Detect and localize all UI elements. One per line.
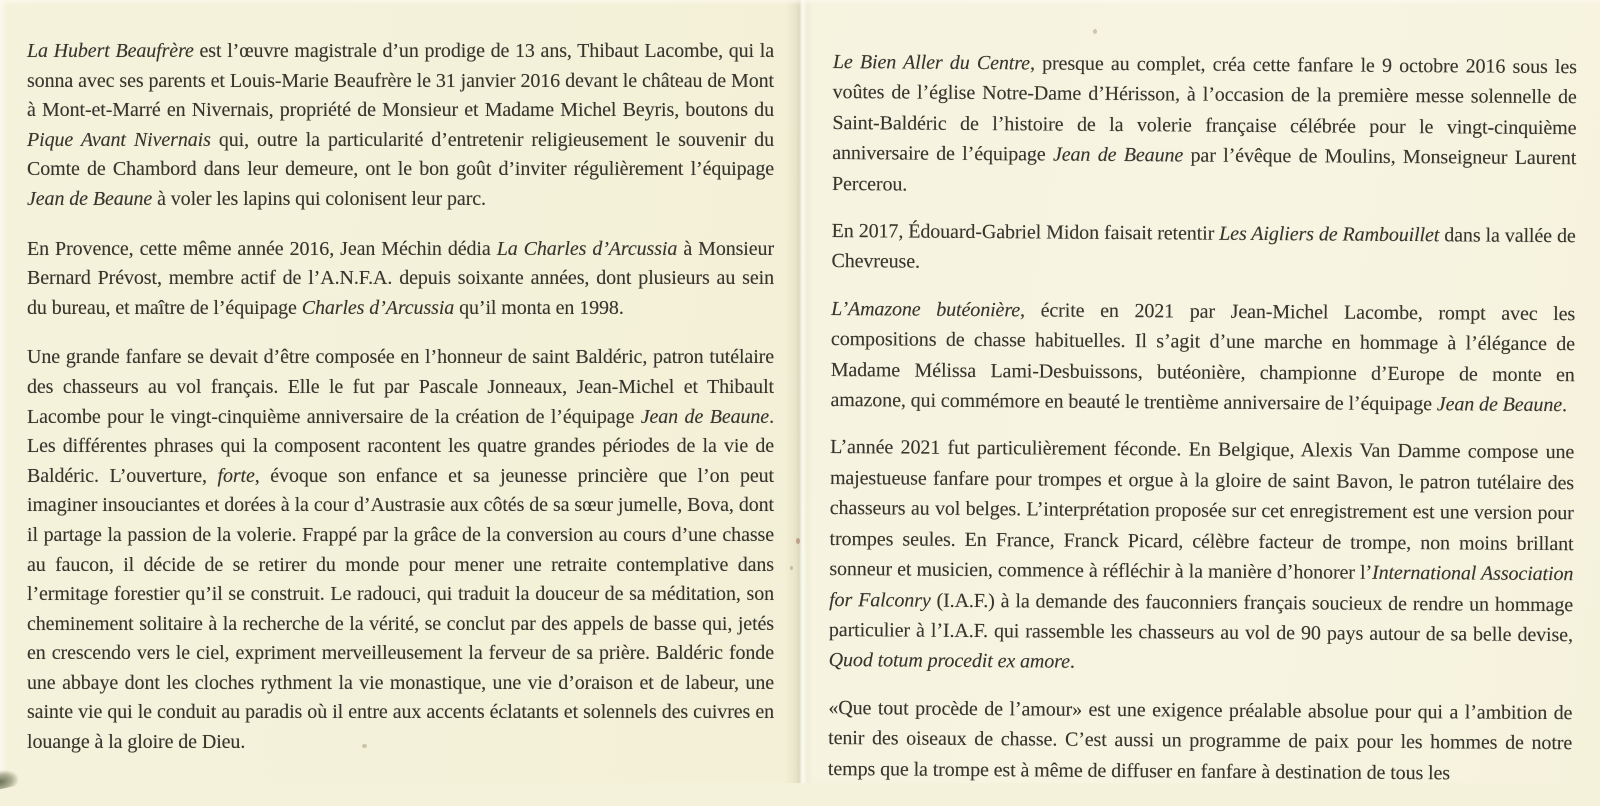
paper-speck <box>1093 29 1097 34</box>
text-run: à Monsieur Bernard Prévost, membre actif de l’A.N.F.A. depuis soixante années, dont plusieurs au sein du bureau, et maître de l’équipage <box>27 237 775 319</box>
italic-text-run: Jean de Beaune <box>27 187 153 210</box>
paper-speck <box>796 538 800 544</box>
right-text-column <box>828 47 1577 806</box>
italic-text-run: Jean de Beaune <box>1052 143 1184 167</box>
left-text-column <box>27 37 774 778</box>
italic-text-run: Le Bien Aller du Centre <box>832 50 1031 75</box>
italic-text-run: La Hubert Beaufrère <box>27 40 194 62</box>
italic-text-run: Quod totum procedit ex amore <box>828 649 1071 673</box>
text-run: , presque au complet, créa cette fanfare le 9 octobre 2016 sous les voûtes de l’église Notre-Dame d’Hérisson, à l’occasion de la première messe solennelle de Saint-Baldéric de l’histoire de la volerie française célébrée pour le vingt-cinquième anniversaire de l’équipage <box>832 52 1577 166</box>
text-run: L’année 2021 fut particulièrement féconde. En Belgique, Alexis Van Damme compose une majestueuse fanfare pour trompes et orgue à la gloire de saint Bavon, le patron tutélaire des chasseurs au vol belges. L’interprétation proposée sur cet enregistrement est une version pour trompes seules. En France, Franck Picard, célèbre facteur de trompe, non moins brillant sonneur et musicien, commence à réfléchir à la manière d’honorer l’ <box>829 436 1575 584</box>
paragraph <box>831 216 1575 282</box>
text-run: (I.A.F.) à la demande des fauconniers français soucieux de rendre un hommage particulier à l’I.A.F. qui rassemble les chasseurs au vol de 90 pays autour de sa belle devise, <box>828 589 1574 647</box>
text-run: , écrite en 2021 par Jean-Michel Lacombe, rompt avec les compositions de chasse habituelles. Il s’agit d’une marche en hommage à l’élégance de Madame Mélissa Lami-Desbuissons, butéonière, championne d’Europe de monte en amazone, qui commémore en beauté le trentième anniversaire de l’équipage <box>830 299 1576 416</box>
italic-text-run: Pique Avant Nivernais <box>27 128 211 151</box>
paragraph <box>832 47 1577 204</box>
scan-edge-top <box>0 0 1600 5</box>
italic-text-run: International Association for Falconry <box>829 561 1574 612</box>
text-run: . Les différentes phrases qui la composent racontent les quatre grandes périodes de la vie de Baldéric. L’ouverture, <box>27 405 774 487</box>
italic-text-run: Les Aigliers de Rambouillet <box>1219 222 1440 247</box>
text-run: «Que tout procède de l’amour» est une exigence préalable absolue pour qui a l’ambition de tenir des oiseaux de chasse. C’est aussi un programme de paix pour les hommes de notre temps que la trompe est à même de diffuser en fanfare à destination de tous les <box>827 696 1573 784</box>
text-run: par l’évêque de Moulins, Monseigneur Laurent Percerou. <box>831 144 1577 196</box>
text-run: , évoque son enfance et sa jeunesse princière que l’on peut imaginer insouciantes et dorées à la cour d’Austrasie aux côtés de sa sœur jumelle, Bova, dont il partage la passion de la volerie. Frappé par la grâce de la conversion au cours d’une chasse au faucon, il décide de se retirer du monde pour mener une retraite contemplative dans l’ermitage forestier qu’il se construit. Le radouci, qui traduit la douceur de sa méditation, son cheminement solitaire à la recherche de la vérité, se conclut par des appels de basse qui, jetés en crescendo vers le ciel, expriment merveilleusement la ferveur de sa prière. Baldéric fonde une abbaye dont les cloches rythment la vie monastique, une vie d’oraison et de labeur, une sainte vie qui le conduit au paradis où il entre aux accents éclatants et solennels des cuivres en louange à la gloire de Dieu. <box>27 464 774 754</box>
fold-crease <box>785 0 813 783</box>
italic-text-run: La Charles d’Arcussia <box>496 237 678 260</box>
text-run: dans la vallée de Chevreuse. <box>831 224 1576 274</box>
text-run: En Provence, cette même année 2016, Jean Méchin dédia <box>27 237 497 260</box>
italic-text-run: L’Amazone butéonière <box>831 297 1021 322</box>
text-run: En 2017, Édouard-Gabriel Midon faisait retentir <box>831 220 1220 245</box>
italic-text-run: Jean de Beaune <box>1436 393 1563 417</box>
text-run: qu’il monta en 1998. <box>454 296 624 319</box>
scan-edge-left <box>0 0 7 783</box>
italic-text-run: Jean de Beaune <box>640 405 770 428</box>
paper-speck <box>790 566 793 570</box>
text-run: . <box>1069 650 1075 674</box>
text-run: est l’œuvre magistrale d’un prodige de 13 ans, Thibaut Lacombe, qui la sonna avec ses parents et Louis-Marie Beaufrère le 31 janvier 2016 devant le château de Mont à Mont-et-Marré en Nivernais, propriété de Monsieur et Madame Michel Beyris, boutons du <box>27 40 774 122</box>
paper-speck <box>362 744 367 748</box>
corner-smudge <box>0 767 20 790</box>
text-run: à voler les lapins qui colonisent leur parc. <box>152 187 486 210</box>
italic-text-run: Charles d’Arcussia <box>301 296 455 319</box>
text-run: . <box>1561 394 1568 417</box>
text-run: qui, outre la particularité d’entretenir religieusement le souvenir du Comte de Chambord dans leur demeure, ont le bon goût d’inviter régulièrement l’équipage <box>27 128 774 181</box>
paragraph <box>27 235 774 324</box>
italic-text-run: forte <box>217 464 255 487</box>
text-run: Une grande fanfare se devait d’être composée en l’honneur de saint Baldéric, patron tutélaire des chasseurs au vol français. Elle le fut par Pascale Jonneaux, Jean-Michel et Thibault Lacombe pour le vingt-cinquième anniversaire de la création de l’équipage <box>27 346 774 428</box>
paragraph <box>828 693 1573 789</box>
paragraph <box>27 343 774 757</box>
paragraph <box>27 37 774 215</box>
paragraph <box>830 294 1575 421</box>
paragraph <box>829 432 1575 680</box>
